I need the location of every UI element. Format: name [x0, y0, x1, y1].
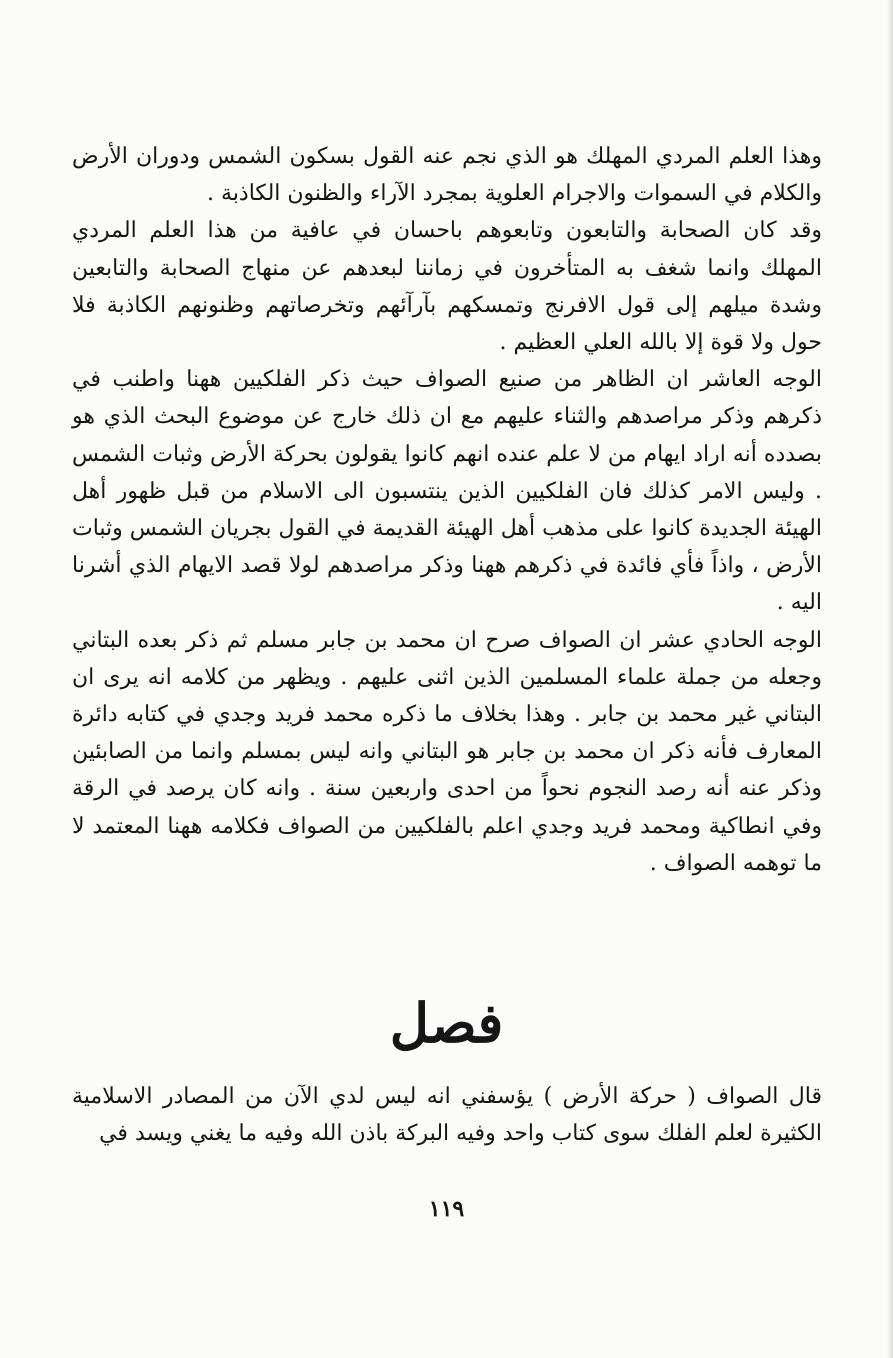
paragraph-5: قال الصواف ( حركة الأرض ) يؤسفني انه ليس لدي الآن من المصادر الاسلامية الكثيرة لعلم الفلك سوى كتاب واحد وفيه البركة باذن الله وفيه ما يغني ويسد في [72, 1084, 822, 1147]
page-number: ١١٩ [428, 1196, 465, 1222]
section-heading: فصل [389, 991, 504, 1055]
page-edge-shadow [887, 0, 893, 1358]
section-heading-wrap [0, 988, 893, 1058]
body-text [72, 138, 822, 882]
tail-text [72, 1078, 822, 1152]
paragraph-1: وهذا العلم المردي المهلك هو الذي نجم عنه القول بسكون الشمس ودوران الأرض والكلام في السموات والاجرام العلوية بمجرد الآراء والظنون الكاذبة . [72, 144, 822, 207]
paragraph-3: الوجه العاشر ان الظاهر من صنيع الصواف حيث ذكر الفلكيين ههنا واطنب في ذكرهم وذكر مراصدهم والثناء عليهم مع ان ذلك خارج عن موضوع البحث الذي هو بصدده أنه اراد ايهام من لا علم عنده انهم كانوا يقولون بحركة الأرض وثبات الشمس . وليس الامر كذلك فان الفلكيين الذين ينتسبون الى الاسلام من قبل ظهور أهل الهيئة الجديدة كانوا على مذهب أهل الهيئة القديمة في القول بجريان الشمس وثبات الأرض ، واذاً فأي فائدة في ذكرهم ههنا وذكر مراصدهم لولا قصد الايهام الذي أشرنا اليه . [72, 367, 822, 616]
paragraph-2: وقد كان الصحابة والتابعون وتابعوهم باحسان في عافية من هذا العلم المردي المهلك وانما شغف به المتأخرون في زماننا لبعدهم عن منهاج الصحابة والتابعين وشدة ميلهم إلى قول الافرنج وتمسكهم بآرآئهم وتخرصاتهم وظنونهم الكاذبة فلا حول ولا قوة إلا بالله العلي العظيم . [72, 218, 822, 356]
paragraph-4: الوجه الحادي عشر ان الصواف صرح ان محمد بن جابر مسلم ثم ذكر بعده البتاني وجعله من جملة علماء المسلمين الذين اثنى عليهم . ويظهر من كلامه انه يرى ان البتاني غير محمد بن جابر . وهذا بخلاف ما ذكره محمد فريد وجدي في كتابه دائرة المعارف فأنه ذكر ان محمد بن جابر هو البتاني وانه ليس بمسلم وانما من الصابئين وذكر عنه أنه رصد النجوم نحواً من احدى واربعين سنة . وانه كان يرصد في الرقة وفي انطاكية ومحمد فريد وجدي اعلم بالفلكيين من الصواف فكلامه ههنا المعتمد لا ما توهمه الصواف . [72, 627, 822, 876]
